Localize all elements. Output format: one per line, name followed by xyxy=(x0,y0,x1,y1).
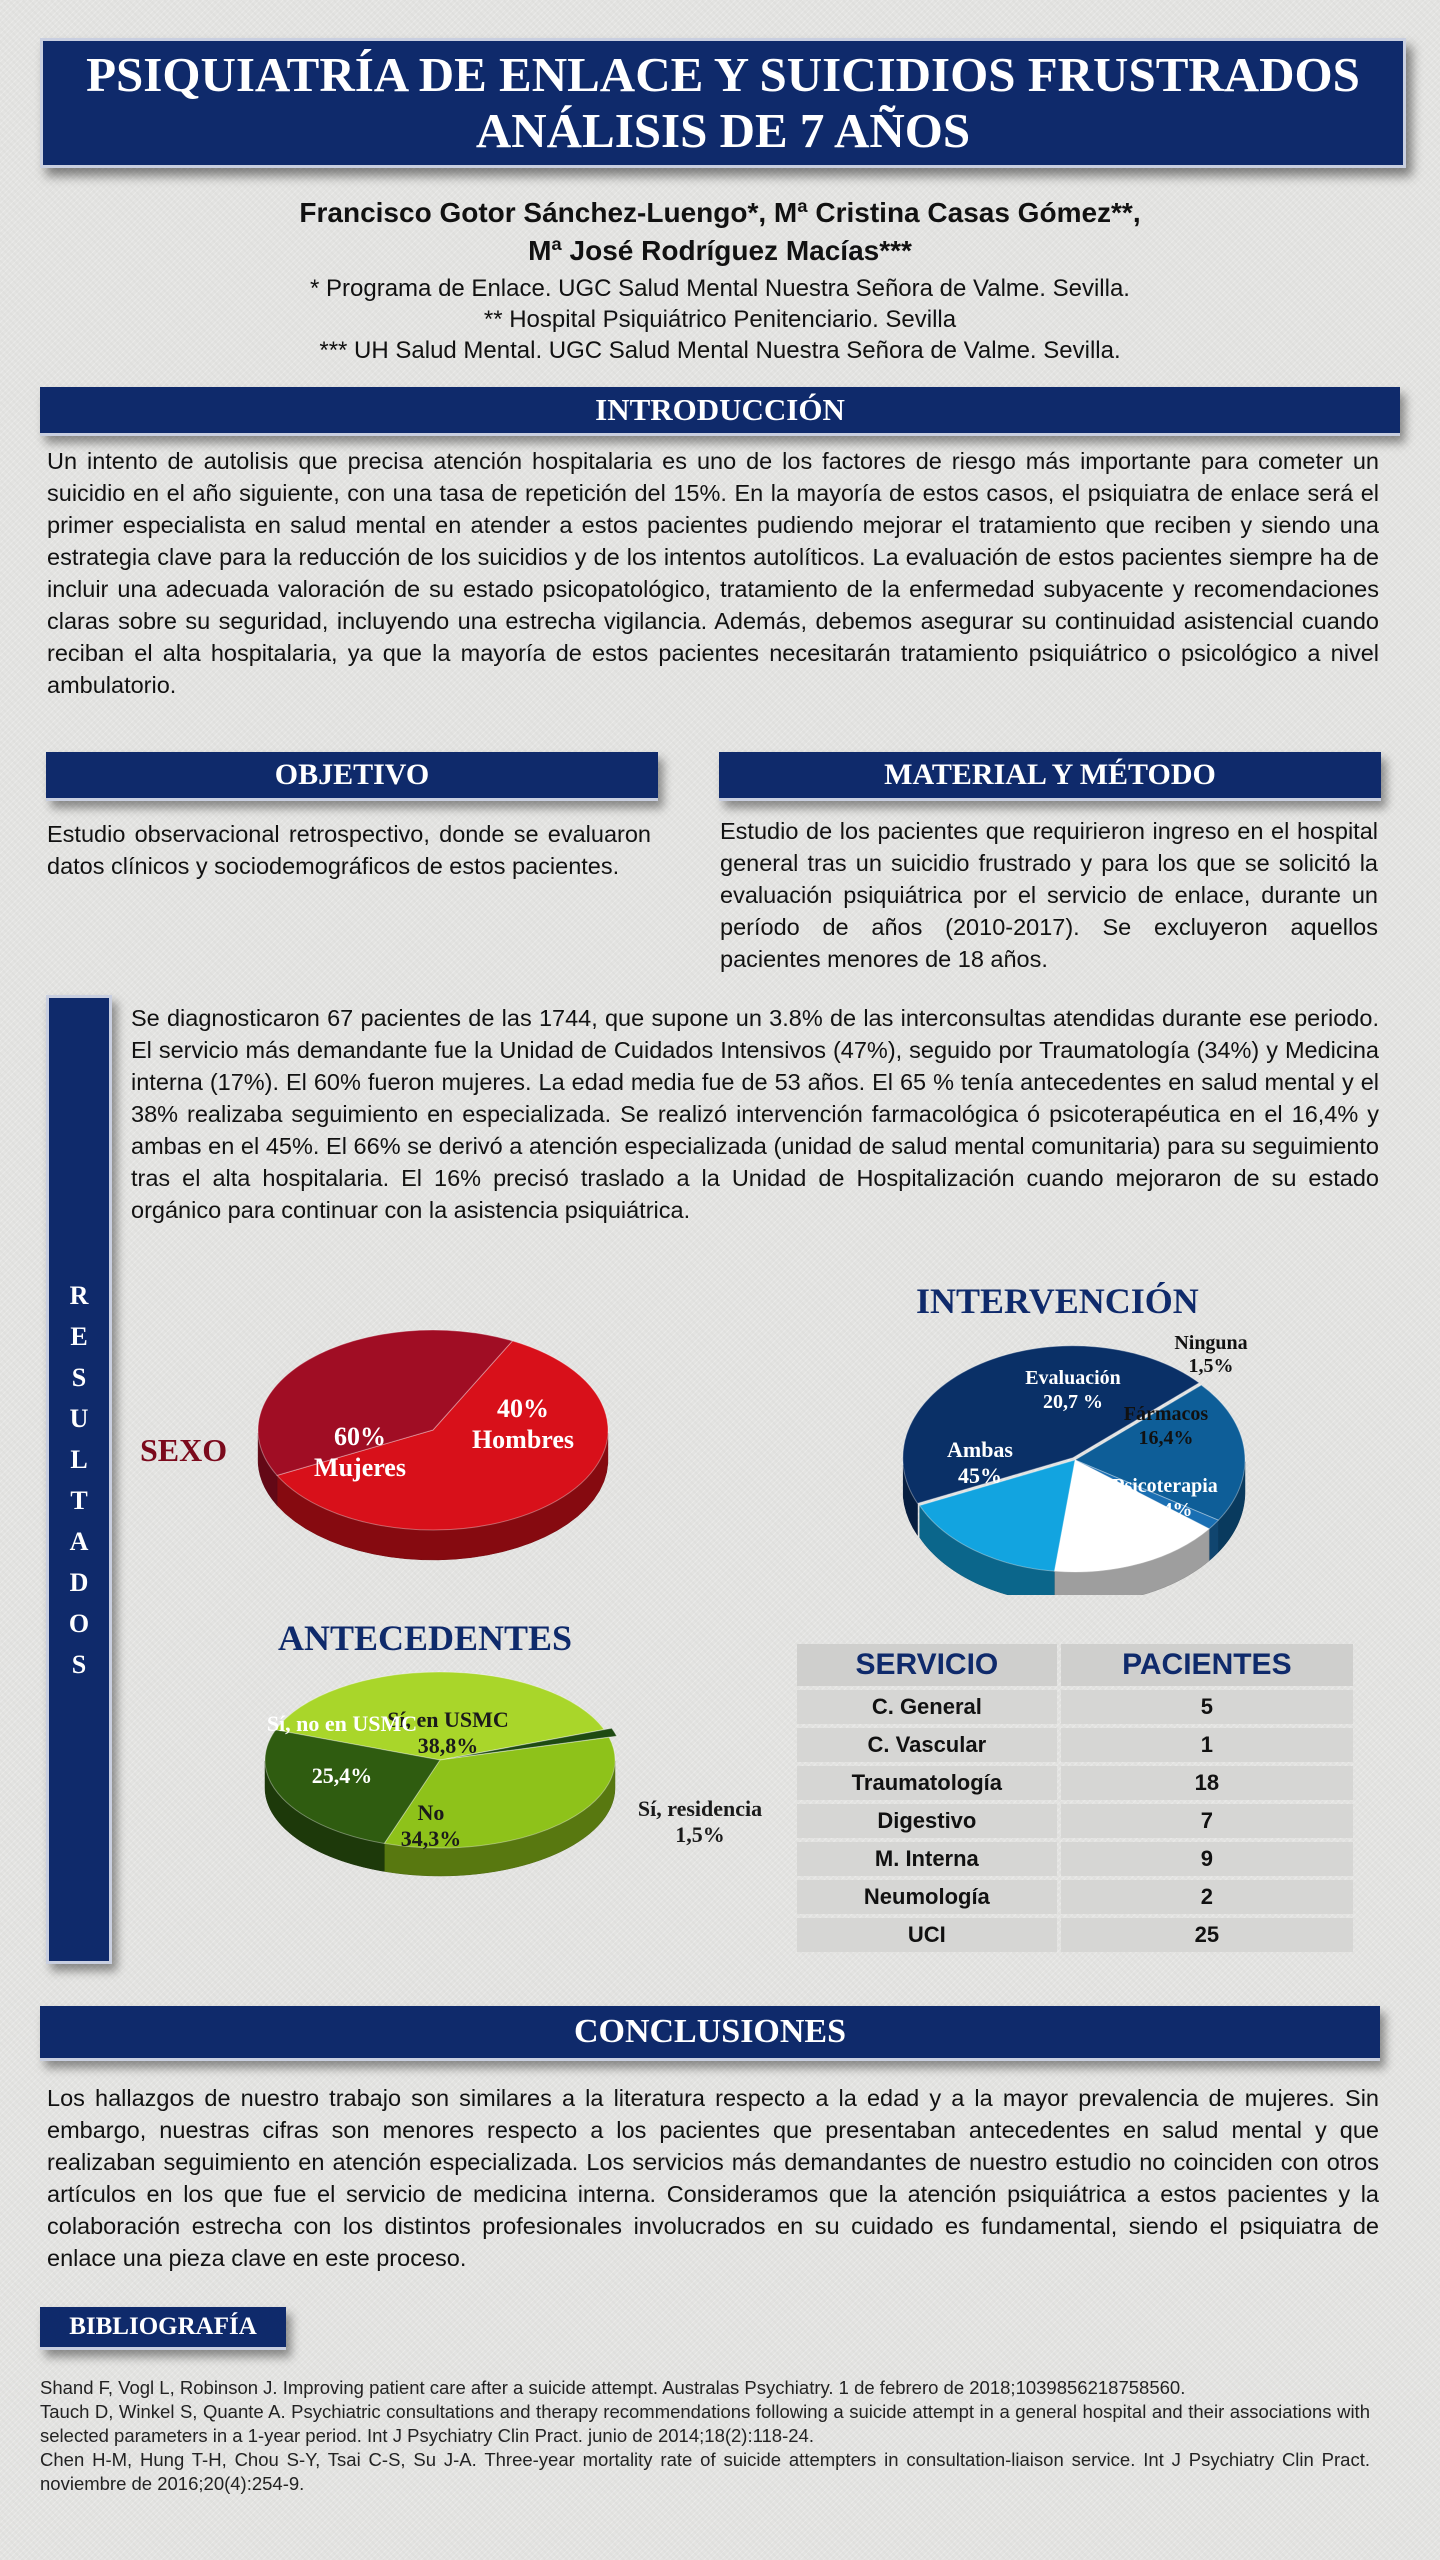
table-cell: M. Interna xyxy=(797,1842,1057,1876)
antec-label-si-usmc-value: 38,8% xyxy=(417,1733,479,1758)
interv-label-psicoterapia-value: 16,4% xyxy=(1137,1499,1193,1521)
interv-label-evaluacion: Evaluación xyxy=(1025,1367,1121,1389)
resultados-letter: S xyxy=(71,1362,87,1392)
table-row xyxy=(797,1766,1353,1800)
table-cell: Digestivo xyxy=(797,1804,1057,1838)
resultados-text: Se diagnosticaron 67 pacientes de las 1744, que supone un 3.8% de las interconsultas atendidas durante ese periodo. El servicio más demandante fue la Unidad de Cuidados Intensivos (47%), seguido por Traumatología (34%) y Medicina interna (17%). El 60% fueron mujeres. La edad media fue de 53 años. El 65 % tenía antecedentes en salud mental y el 38% realizaba seguimiento en especializada. Se realizó intervención farmacológica ó psicoterapéutica en el 16,4% y ambas en el 45%. El 66% se derivó a atención especializada (unidad de salud mental comunitaria) para su seguimiento tras el alta hospitalaria. El 16% precisó traslado a la Unidad de Hospitalización cuando mejoraron de su estado orgánico para continuar con la asistencia psiquiátrica. xyxy=(131,1005,1379,1223)
objetivo-text: Estudio observacional retrospectivo, donde se evaluaron datos clínicos y sociodemográficos de estos pacientes. xyxy=(47,821,651,879)
resultados-letter: R xyxy=(69,1280,89,1310)
sexo-pie-chart xyxy=(250,1325,620,1575)
sexo-label-hombres-value: 40% xyxy=(497,1394,549,1423)
conclusiones-text: Los hallazgos de nuestro trabajo son similares a la literatura respecto a la edad y a la mayor prevalencia de mujeres. Sin embargo, nuestras cifras son menores respecto a los pacientes que presentaban antecedentes en salud mental y que realizaban seguimiento en atención especializada. Los servicios más demandantes de nuestro estudio no coinciden con otros artículos en los que fue el servicio de medicina interna. Consideramos que la atención psiquiátrica a estos pacientes y la colaboración estrecha con los distintos profesionales involucrados en su cuidado es fundamental, siendo el psiquiatra de enlace una pieza clave en este proceso. xyxy=(47,2085,1379,2271)
affiliation-1: * Programa de Enlace. UGC Salud Mental Nuestra Señora de Valme. Sevilla. xyxy=(310,275,1130,302)
interv-label-farmacos-value: 16,4% xyxy=(1138,1427,1194,1449)
title-line-1: PSIQUIATRÍA DE ENLACE Y SUICIDIOS FRUSTRADOS xyxy=(86,47,1360,102)
table-header-pacientes: PACIENTES xyxy=(1061,1644,1353,1686)
antec-label-si-usmc: Sí, en USMC xyxy=(387,1707,509,1732)
table-row xyxy=(797,1880,1353,1914)
reference-item: Tauch D, Winkel S, Quante A. Psychiatric consultations and therapy recommendations following a suicide attempt in a general hospital and their associations with selected parameters in a 1-year period. Int J Psychiatry Clin Pract. junio de 2014;18(2):118-24. xyxy=(40,2401,1370,2446)
table-row xyxy=(797,1804,1353,1838)
interv-label-ninguna-value: 1,5% xyxy=(1188,1355,1234,1377)
resultados-letter: L xyxy=(70,1444,88,1474)
antec-label-si-no-usmc: Sí, no en USMC xyxy=(266,1711,418,1736)
antecedentes-chart-title: ANTECEDENTES xyxy=(278,1618,573,1658)
table-row xyxy=(797,1690,1353,1724)
authors-line-2: Mª José Rodríguez Macías*** xyxy=(528,235,912,266)
resultados-letter: T xyxy=(70,1485,88,1515)
authors-line-1: Francisco Gotor Sánchez-Luengo*, Mª Cristina Casas Gómez**, xyxy=(299,197,1141,228)
interv-label-ambas: Ambas xyxy=(946,1437,1014,1462)
bibliografia-heading: BIBLIOGRAFÍA xyxy=(40,2307,286,2350)
reference-item: Shand F, Vogl L, Robinson J. Improving patient care after a suicide attempt. Australas Psychiatry. 1 de febrero de 2018;1039856218758560. xyxy=(40,2377,1186,2398)
sexo-chart-title: SEXO xyxy=(140,1432,228,1468)
table-cell: 5 xyxy=(1061,1690,1353,1724)
table-cell: C. General xyxy=(797,1690,1057,1724)
sexo-label-mujeres-value: 60% xyxy=(334,1422,386,1451)
table-cell: UCI xyxy=(797,1918,1057,1952)
resultados-letter: A xyxy=(69,1526,89,1556)
antec-label-no-value: 34,3% xyxy=(400,1826,462,1851)
table-cell: 9 xyxy=(1061,1842,1353,1876)
table-cell: 18 xyxy=(1061,1766,1353,1800)
sexo-label-hombres: Hombres xyxy=(471,1425,575,1454)
antec-label-no: No xyxy=(417,1800,445,1825)
affiliation-2: ** Hospital Psiquiátrico Penitenciario. Sevilla xyxy=(483,306,957,333)
table-cell: 25 xyxy=(1061,1918,1353,1952)
affiliation-3: *** UH Salud Mental. UGC Salud Mental Nuestra Señora de Valme. Sevilla. xyxy=(319,337,1121,364)
material-text: Estudio de los pacientes que requirieron ingreso en el hospital general tras un suicidio frustrado y para los que se solicitó la evaluación psiquiátrica por el servicio de enlace, durante un período de años (2010-2017). Se excluyeron aquellos pacientes menores de 18 años. xyxy=(720,818,1378,972)
table-row xyxy=(797,1842,1353,1876)
interv-label-psicoterapia: Psicoterapia xyxy=(1112,1475,1218,1497)
antec-label-residencia-value: 1,5% xyxy=(675,1822,725,1847)
resultados-letter: O xyxy=(68,1608,90,1638)
antec-label-si-no-usmc-value: 25,4% xyxy=(311,1763,373,1788)
interv-label-farmacos: Fármacos xyxy=(1123,1403,1209,1425)
resultados-letter: E xyxy=(70,1321,88,1351)
conclusiones-heading: CONCLUSIONES xyxy=(40,2006,1380,2061)
material-heading: MATERIAL Y MÉTODO xyxy=(719,752,1381,801)
introduccion-text: Un intento de autolisis que precisa atención hospitalaria es uno de los factores de riesgo más importante para cometer un suicidio en el año siguiente, con una tasa de repetición del 15%. En la mayoría de estos casos, el psiquiatra de enlace será el primer especialista en salud mental en atender a estos pacientes pudiendo mejorar el tratamiento que reciben y siendo una estrategia clave para la reducción de los suicidios y de los intentos autolíticos. La evaluación de estos pacientes siempre ha de incluir una adecuada valoración de su estado psicopatológico, tratamiento de la enfermedad subyacente y recomendaciones claras sobre su seguridad, incluyendo una estrecha vigilancia. Además, debemos asegurar su continuidad asistencial cuando reciban el alta hospitalaria, ya que la mayoría de estos pacientes necesitarán tratamiento psiquiátrico o psicológico a nivel ambulatorio. xyxy=(47,448,1379,698)
table-cell: 2 xyxy=(1061,1880,1353,1914)
poster-title xyxy=(40,38,1406,168)
introduccion-heading: INTRODUCCIÓN xyxy=(40,387,1400,436)
table-cell: C. Vascular xyxy=(797,1728,1057,1762)
interv-label-ninguna: Ninguna xyxy=(1174,1332,1248,1354)
table-header-servicio: SERVICIO xyxy=(797,1644,1057,1686)
table-cell: 1 xyxy=(1061,1728,1353,1762)
table-row xyxy=(797,1728,1353,1762)
table-cell: Neumología xyxy=(797,1880,1057,1914)
interv-label-ambas-value: 45% xyxy=(958,1463,1002,1488)
resultados-letter: U xyxy=(69,1403,89,1433)
bibliografia-list xyxy=(40,2376,1370,2496)
sexo-label-mujeres: Mujeres xyxy=(314,1453,406,1482)
intervencion-chart-title: INTERVENCIÓN xyxy=(916,1281,1199,1321)
antecedentes-pie-chart xyxy=(240,1665,780,1905)
servicio-table xyxy=(793,1640,1357,1956)
interv-label-evaluacion-value: 20,7 % xyxy=(1043,1391,1103,1413)
table-header-row xyxy=(797,1644,1353,1686)
table-cell: 7 xyxy=(1061,1804,1353,1838)
authors-block xyxy=(0,194,1440,366)
objetivo-heading: OBJETIVO xyxy=(46,752,658,801)
table-row xyxy=(797,1918,1353,1952)
title-line-2: ANÁLISIS DE 7 AÑOS xyxy=(475,103,971,158)
resultados-side-heading xyxy=(46,995,112,1964)
resultados-letter: D xyxy=(69,1567,89,1597)
table-cell: Traumatología xyxy=(797,1766,1057,1800)
intervencion-pie-chart xyxy=(885,1325,1275,1595)
resultados-letter: S xyxy=(71,1649,87,1679)
antec-label-residencia: Sí, residencia xyxy=(637,1796,763,1821)
reference-item: Chen H-M, Hung T-H, Chou S-Y, Tsai C-S, Su J-A. Three-year mortality rate of suicide attempters in consultation-liaison service. Int J Psychiatry Clin Pract. noviembre de 2016;20(4):254-9. xyxy=(40,2449,1370,2494)
